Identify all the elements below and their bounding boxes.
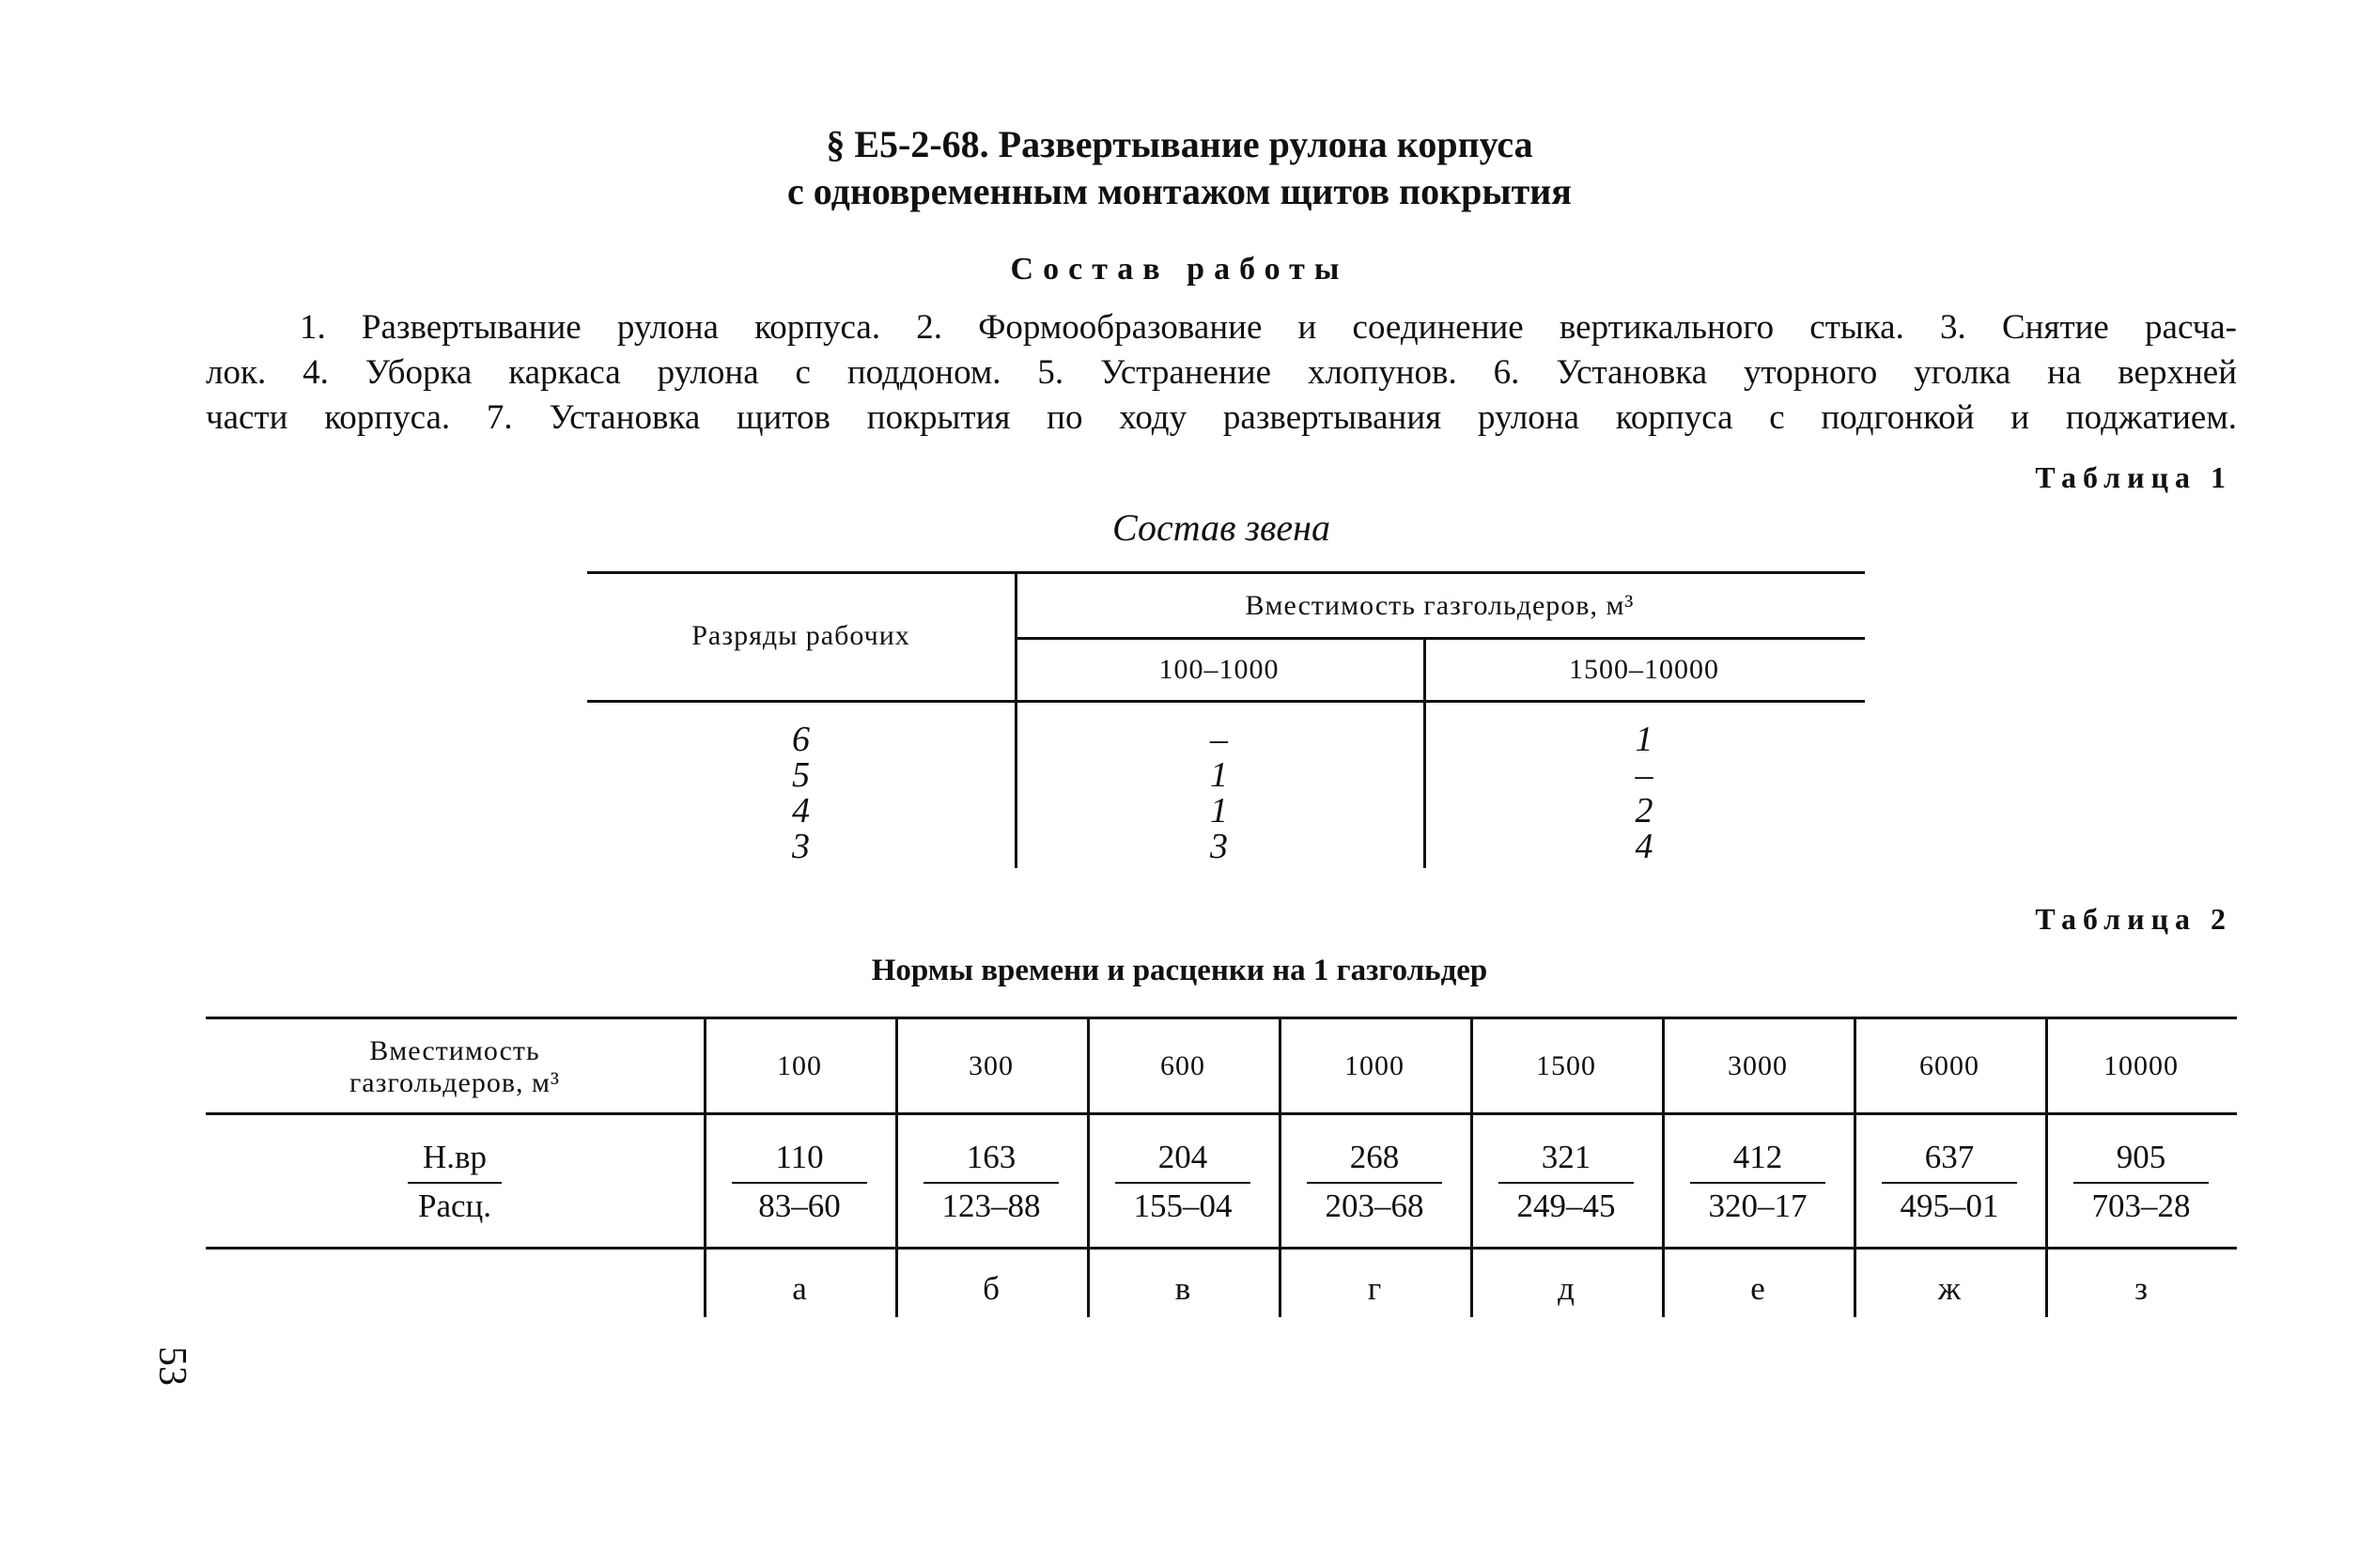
table2 (206, 1017, 2237, 1317)
table2-letter-cell: е (1750, 1270, 1765, 1307)
table2-capacity-cell: 3000 (1728, 1050, 1788, 1081)
table2-capacity-cell: 100 (777, 1050, 822, 1081)
table2-rate-cell: 155–04 (1133, 1188, 1233, 1224)
table2-capacity-cell: 1000 (1344, 1050, 1405, 1081)
table1-value-cell: 1 (1210, 791, 1228, 831)
table2-capacity-cell: 10000 (2103, 1050, 2179, 1081)
table2-letter-cell: д (1558, 1270, 1575, 1307)
table2-label: Таблица 2 (2035, 902, 2232, 936)
table2-letter-cell: ж (1937, 1270, 1962, 1307)
work-line-2: лок. 4. Уборка каркаса рулона с поддоном. 5. Устранение хлопунов. 6. Установка уторного уголка на верхней (206, 353, 2237, 392)
table2-hours-cell: 268 (1349, 1139, 1400, 1175)
table1-label: Таблица 1 (2035, 460, 2232, 494)
table2-row-label-hours: Н.вр (422, 1139, 488, 1175)
table2-capacity-cell: 600 (1160, 1050, 1205, 1081)
table2-letter-cell: а (792, 1270, 807, 1307)
table2-title: Нормы времени и расценки на 1 газгольдер (871, 954, 1488, 987)
table1-range-a-column (1015, 722, 1423, 864)
table1-range-b-column (1423, 722, 1865, 864)
table2-letter-cell: в (1174, 1270, 1191, 1307)
table2-rate-cell: 320–17 (1708, 1188, 1808, 1224)
table2-hours-cell: 321 (1541, 1139, 1591, 1175)
table2-rate-cell: 703–28 (2091, 1188, 2191, 1224)
table2-header-label (206, 1035, 704, 1099)
section-title-line-1: § Е5-2-68. Развертывание рулона корпуса (826, 123, 1533, 165)
work-heading: Состав работы (1010, 252, 1349, 287)
table2-capacity-cell: 300 (969, 1050, 1014, 1081)
table2-letter-cell: г (1367, 1270, 1382, 1307)
table2-capacity-cell: 6000 (1919, 1050, 1979, 1081)
page-number: 53 (150, 1346, 194, 1386)
table2-hours-cell: 204 (1157, 1139, 1208, 1175)
table2-hours-cell: 163 (966, 1139, 1017, 1175)
table1-value-cell: 2 (1635, 791, 1653, 831)
table1-title: Состав звена (1111, 506, 1330, 549)
table2-letter-cell: б (983, 1270, 1000, 1307)
table1-value-cell: 3 (1210, 827, 1228, 866)
table1-rank-cell: 3 (792, 827, 810, 866)
table2-rate-cell: 83–60 (758, 1188, 841, 1224)
table1-rank-cell: 6 (792, 720, 810, 759)
table2-header-label-line-1: Вместимость (369, 1035, 540, 1066)
work-line-3: части корпуса. 7. Установка щитов покрытия по ходу развертывания рулона корпуса с подгонкой и поджатием. (206, 398, 2237, 437)
table1-header-rank: Разряды рабочих (691, 620, 910, 651)
table1-value-cell: – (1635, 755, 1653, 795)
work-line-1: 1. Развертывание рулона корпуса. 2. Формообразование и соединение вертикального стыка. 3. Снятие расча- (300, 308, 2237, 347)
table1-header-capacity: Вместимость газгольдеров, м³ (1245, 590, 1635, 621)
table1-rank-column (587, 722, 1015, 864)
table1-header-range-a: 100–1000 (1158, 654, 1280, 685)
table2-hours-cell: 905 (2116, 1139, 2166, 1175)
table1-header-range-b: 1500–10000 (1569, 654, 1719, 685)
section-title-line-2: с одновременным монтажом щитов покрытия (787, 170, 1572, 212)
table1-value-cell: 1 (1210, 755, 1228, 795)
table2-rate-cell: 123–88 (941, 1188, 1041, 1224)
table2-rate-cell: 203–68 (1325, 1188, 1424, 1224)
table2-rate-cell: 249–45 (1516, 1188, 1616, 1224)
table2-rate-cell: 495–01 (1900, 1188, 1999, 1224)
table2-header-label-line-2: газгольдеров, м³ (349, 1067, 560, 1098)
table2-hours-cell: 637 (1924, 1139, 1975, 1175)
table1-rank-cell: 4 (792, 791, 810, 831)
table2-hours-cell: 110 (775, 1139, 824, 1175)
work-paragraph (206, 305, 2237, 441)
table1-value-cell: 1 (1635, 720, 1653, 759)
table1-value-cell: 4 (1635, 827, 1653, 866)
table2-row-label-rates: Расц. (417, 1188, 491, 1224)
table2-capacity-cell: 1500 (1536, 1050, 1596, 1081)
table2-letter-cell: з (2134, 1270, 2148, 1307)
table1-value-cell: – (1210, 720, 1228, 759)
table1-rank-cell: 5 (792, 755, 810, 795)
table1 (587, 571, 1865, 868)
table2-hours-cell: 412 (1732, 1139, 1783, 1175)
